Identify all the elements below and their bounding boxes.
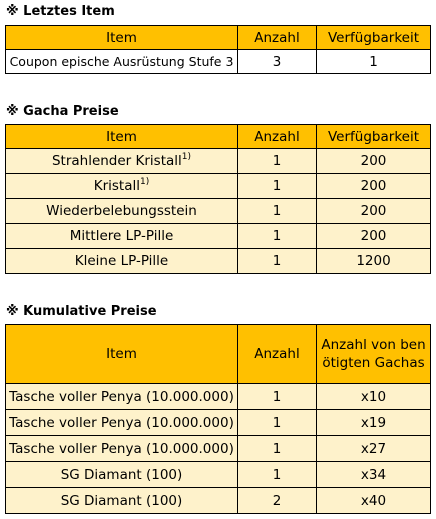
quantity-cell: 1 [238,384,317,410]
section-title-gacha-prices: ※ Gacha Preise [6,104,119,119]
table-row [6,410,431,436]
availability-cell: 200 [317,224,431,249]
section-title-last-item: ※ Letztes Item [6,4,115,19]
availability-cell: 1200 [317,249,431,274]
section-title-cumulative-prices: ※ Kumulative Preise [6,304,157,319]
quantity-cell: 1 [238,199,317,224]
header-quantity: Anzahl [238,325,317,384]
availability-cell: 200 [317,149,431,174]
header-item: Item [6,125,238,149]
item-cell: SG Diamant (100) [6,488,238,514]
cumulative-prices-table [5,324,431,514]
item-cell [6,149,238,174]
quantity-cell: 2 [238,488,317,514]
item-cell: Tasche voller Penya (10.000.000) [6,436,238,462]
quantity-cell: 1 [238,436,317,462]
table-row [6,149,431,174]
table-header-row [6,26,431,50]
gachas-needed-cell: x40 [317,488,431,514]
table-row [6,488,431,514]
availability-cell: 200 [317,199,431,224]
table-row [6,174,431,199]
header-quantity: Anzahl [238,26,317,50]
gachas-needed-cell: x10 [317,384,431,410]
availability-cell: 1 [317,50,431,74]
table-row [6,462,431,488]
table-header-row [6,325,431,384]
gacha-prices-table [5,124,431,274]
table-row [6,199,431,224]
item-cell: Tasche voller Penya (10.000.000) [6,384,238,410]
item-cell: Kleine LP-Pille [6,249,238,274]
table-row [6,224,431,249]
quantity-cell: 1 [238,249,317,274]
item-cell: Wiederbelebungsstein [6,199,238,224]
footnote-marker: 1) [140,177,150,187]
item-name: Kristall [93,178,140,194]
header-availability: Verfügbarkeit [317,125,431,149]
quantity-cell: 1 [238,174,317,199]
gachas-needed-cell: x34 [317,462,431,488]
gachas-needed-cell: x19 [317,410,431,436]
item-cell: Coupon epische Ausrüstung Stufe 3 [6,50,238,74]
last-item-table [5,25,431,74]
table-row [6,436,431,462]
availability-cell: 200 [317,174,431,199]
item-cell [6,174,238,199]
quantity-cell: 3 [238,50,317,74]
table-row [6,249,431,274]
item-cell: Tasche voller Penya (10.000.000) [6,410,238,436]
quantity-cell: 1 [238,149,317,174]
header-item: Item [6,325,238,384]
header-item: Item [6,26,238,50]
gachas-needed-cell: x27 [317,436,431,462]
table-header-row [6,125,431,149]
item-cell: Mittlere LP-Pille [6,224,238,249]
quantity-cell: 1 [238,224,317,249]
table-row [6,384,431,410]
item-cell: SG Diamant (100) [6,462,238,488]
quantity-cell: 1 [238,410,317,436]
footnote-marker: 1) [181,152,192,162]
header-gachas-needed: Anzahl von ben ötigten Gachas [317,325,431,384]
header-quantity: Anzahl [238,125,317,149]
table-row [6,50,431,74]
header-availability: Verfügbarkeit [317,26,431,50]
quantity-cell: 1 [238,462,317,488]
item-name: Strahlender Kristall [51,153,182,169]
